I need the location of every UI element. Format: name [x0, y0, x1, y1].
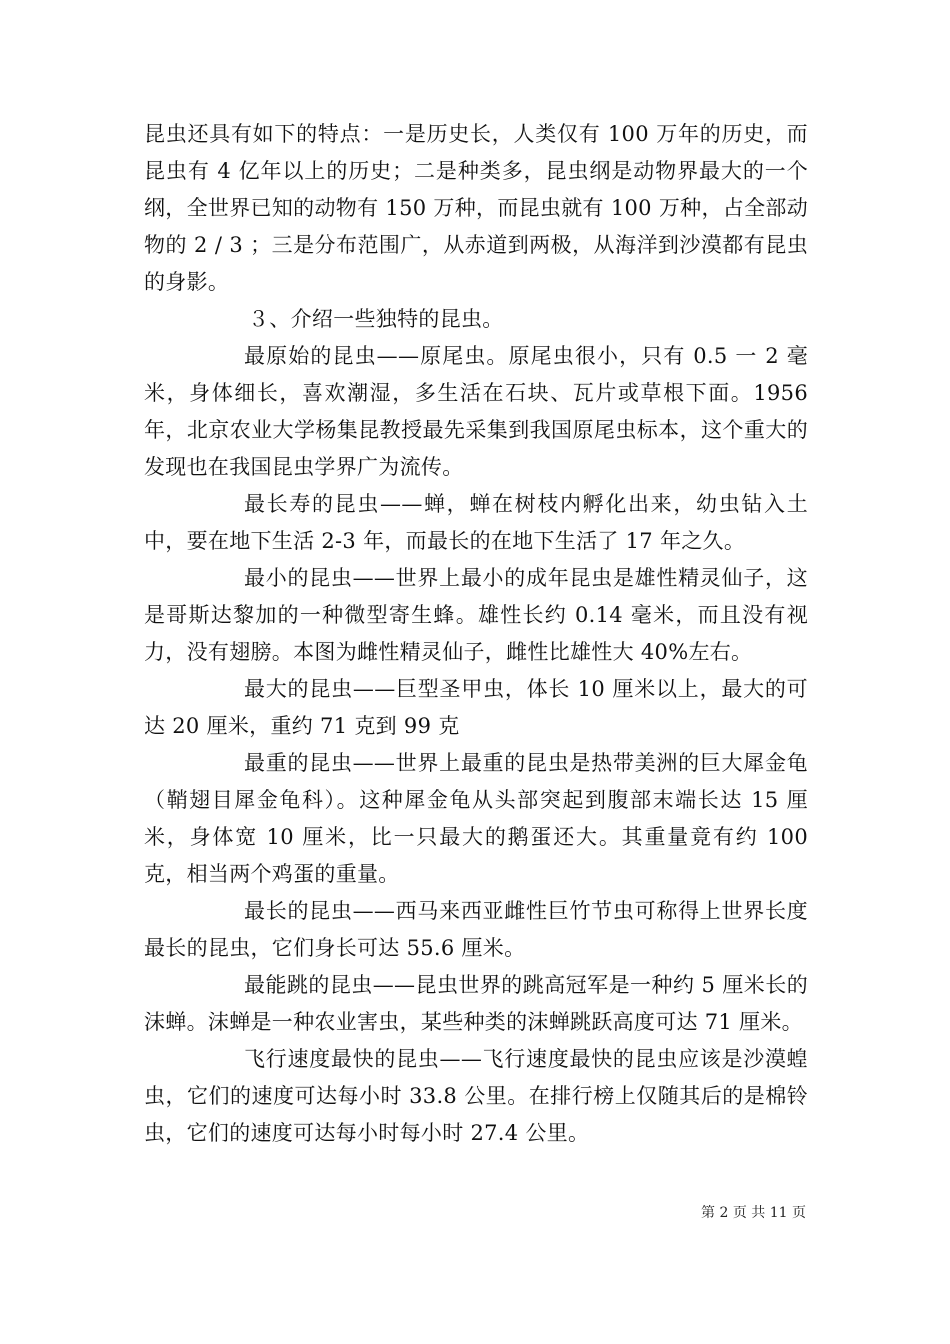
paragraph-smallest-insect: 最小的昆虫——世界上最小的成年昆虫是雄性精灵仙子，这是哥斯达黎加的一种微型寄生蜂。雄性长约 0.14 毫米，而且没有视力，没有翅膀。本图为雌性精灵仙子，雌性比雄性大 40%左右。 — [144, 566, 808, 664]
paragraph-longest-lived-insect: 最长寿的昆虫——蝉，蝉在树枝内孵化出来，幼虫钻入土中，要在地下生活 2-3 年，而最长的在地下生活了 17 年之久。 — [144, 492, 808, 553]
paragraph-intro-features: 昆虫还具有如下的特点：一是历史长，人类仅有 100 万年的历史，而昆虫有 4 亿年以上的历史；二是种类多，昆虫纲是动物界最大的一个纲，全世界已知的动物有 150 万种，而昆虫就有 100 万种，占全部动物的 2 / 3 ；三是分布范围广，从赤道到两极，从海洋到沙漠都有昆虫的身影。 — [144, 122, 808, 294]
page-number-footer: 第 2 页 共 11 页 — [701, 1205, 806, 1221]
paragraph-best-jumper: 最能跳的昆虫——昆虫世界的跳高冠军是一种约 5 厘米长的沫蝉。沫蝉是一种农业害虫，某些种类的沫蝉跳跃高度可达 71 厘米。 — [144, 973, 808, 1034]
document-body — [144, 116, 808, 1152]
paragraph-fastest-flyer: 飞行速度最快的昆虫——飞行速度最快的昆虫应该是沙漠蝗虫，它们的速度可达每小时 33.8 公里。在排行榜上仅随其后的是棉铃虫，它们的速度可达每小时每小时 27.4 公里。 — [144, 1047, 808, 1145]
section-heading: ３、介绍一些独特的昆虫。 — [248, 307, 504, 331]
paragraph-largest-insect: 最大的昆虫——巨型圣甲虫，体长 10 厘米以上，最大的可达 20 厘米，重约 71 克到 99 克 — [144, 677, 808, 738]
paragraph-heaviest-insect: 最重的昆虫——世界上最重的昆虫是热带美洲的巨大犀金龟（鞘翅目犀金龟科）。这种犀金龟从头部突起到腹部末端长达 15 厘米，身体宽 10 厘米，比一只最大的鹅蛋还大。其重量竟有约 100 克，相当两个鸡蛋的重量。 — [144, 751, 808, 886]
paragraph-oldest-insect: 最原始的昆虫——原尾虫。原尾虫很小，只有 0.5 一 2 毫米，身体细长，喜欢潮湿，多生活在石块、瓦片或草根下面。1956 年，北京农业大学杨集昆教授最先采集到我国原尾虫标本，这个重大的发现也在我国昆虫学界广为流传。 — [144, 344, 808, 479]
paragraph-longest-insect: 最长的昆虫——西马来西亚雌性巨竹节虫可称得上世界长度最长的昆虫，它们身长可达 55.6 厘米。 — [144, 899, 808, 960]
